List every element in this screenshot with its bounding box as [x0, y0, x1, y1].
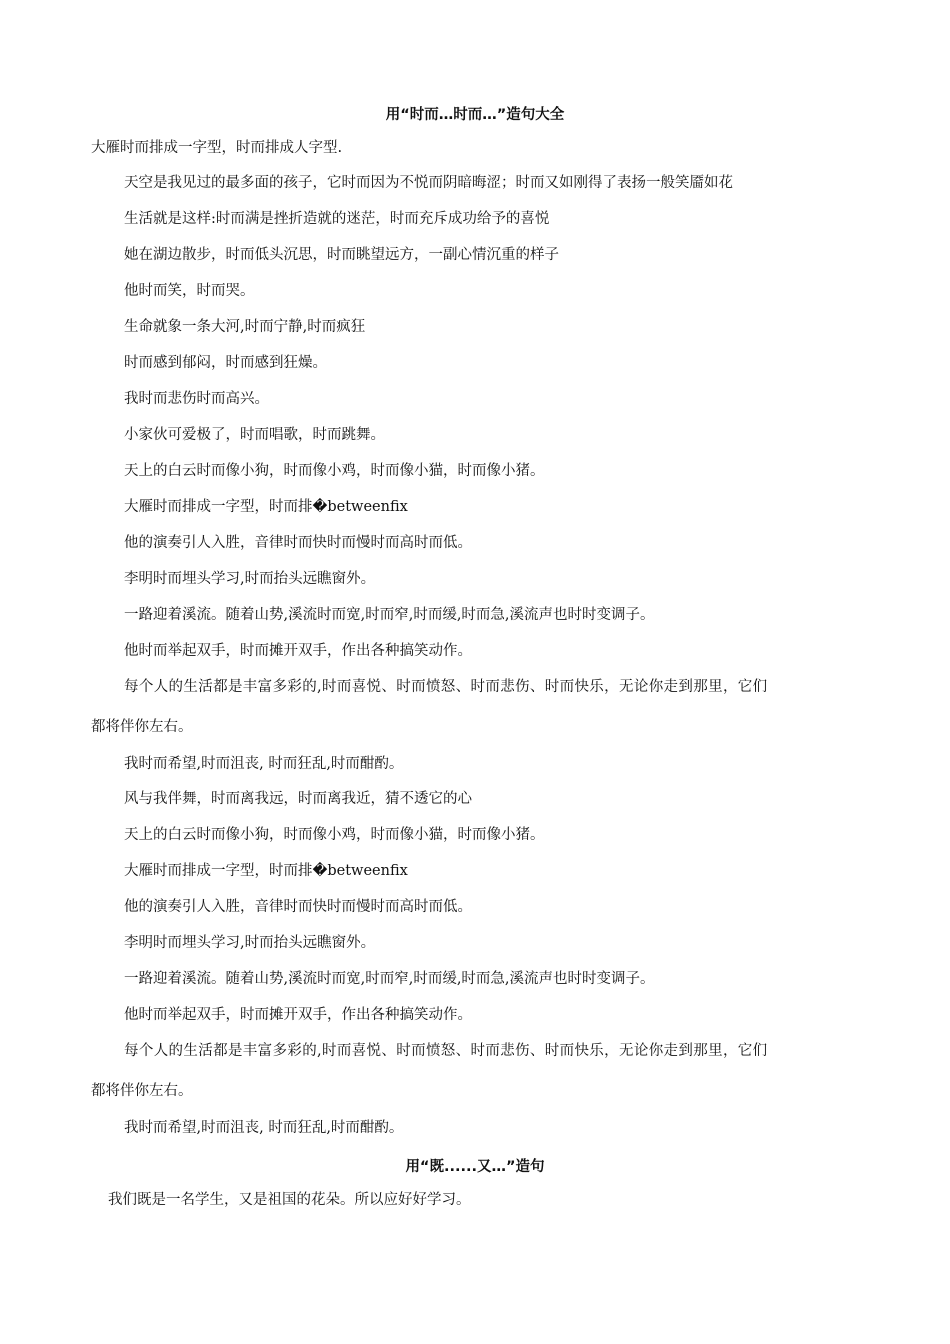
text-line: 天上的白云时而像小狗，时而像小鸡，时而像小猫，时而像小猪。	[124, 463, 545, 479]
text-line: 他时而举起双手，时而摊开双手，作出各种搞笑动作。	[124, 643, 472, 659]
text-line: 风与我伴舞，时而离我远，时而离我近，猜不透它的心	[124, 791, 472, 807]
text-line: 生活就是这样:时而满是挫折造就的迷茫，时而充斥成功给予的喜悦	[124, 211, 550, 227]
text-line: 我时而悲伤时而高兴。	[124, 391, 269, 407]
text-line: 每个人的生活都是丰富多彩的,时而喜悦、时而愤怒、时而悲伤、时而快乐，无论你走到那里，它们	[124, 679, 768, 695]
text-line: 李明时而埋头学习,时而抬头远瞧窗外。	[124, 935, 376, 951]
text-line: 大雁时而排成一字型，时而排�betweenfix	[124, 863, 408, 879]
text-line: 生命就象一条大河,时而宁静,时而疯狂	[124, 319, 366, 335]
title-shier: 用“时而…时而…”造句大全	[385, 107, 565, 123]
text-line: 他的演奏引人入胜，音律时而快时而慢时而高时而低。	[124, 535, 472, 551]
text-line: 大雁时而排成一字型，时而排成人字型.	[91, 140, 343, 156]
text-line: 一路迎着溪流。随着山势,溪流时而宽,时而窄,时而缓,时而急,溪流声也时时变调子。	[124, 607, 655, 623]
text-line: 时而感到郁闷，时而感到狂燥。	[124, 355, 327, 371]
text-line: 他时而笑，时而哭。	[124, 283, 255, 299]
text-line: 都将伴你左右。	[91, 719, 193, 735]
text-line: 我时而希望,时而沮丧, 时而狂乱,时而酣酌。	[124, 756, 404, 772]
text-line: 李明时而埋头学习,时而抬头远瞧窗外。	[124, 571, 376, 587]
text-line: 她在湖边散步，时而低头沉思，时而眺望远方，一副心情沉重的样子	[124, 247, 559, 263]
text-line: 我们既是一名学生，又是祖国的花朵。所以应好好学习。	[108, 1192, 471, 1208]
text-line: 他时而举起双手，时而摊开双手，作出各种搞笑动作。	[124, 1007, 472, 1023]
text-line: 天上的白云时而像小狗，时而像小鸡，时而像小猫，时而像小猪。	[124, 827, 545, 843]
title-jiyou: 用“既......又…”造句	[405, 1159, 545, 1175]
text-line: 我时而希望,时而沮丧, 时而狂乱,时而酣酌。	[124, 1120, 404, 1136]
text-line: 天空是我见过的最多面的孩子，它时而因为不悦而阴暗晦涩；时而又如刚得了表扬一般笑靥如花	[124, 175, 733, 191]
text-line: 一路迎着溪流。随着山势,溪流时而宽,时而窄,时而缓,时而急,溪流声也时时变调子。	[124, 971, 655, 987]
text-line: 他的演奏引人入胜，音律时而快时而慢时而高时而低。	[124, 899, 472, 915]
text-line: 小家伙可爱极了，时而唱歌，时而跳舞。	[124, 427, 385, 443]
text-line: 每个人的生活都是丰富多彩的,时而喜悦、时而愤怒、时而悲伤、时而快乐，无论你走到那里，它们	[124, 1043, 768, 1059]
text-line: 都将伴你左右。	[91, 1083, 193, 1099]
text-line: 大雁时而排成一字型，时而排�betweenfix	[124, 499, 408, 515]
